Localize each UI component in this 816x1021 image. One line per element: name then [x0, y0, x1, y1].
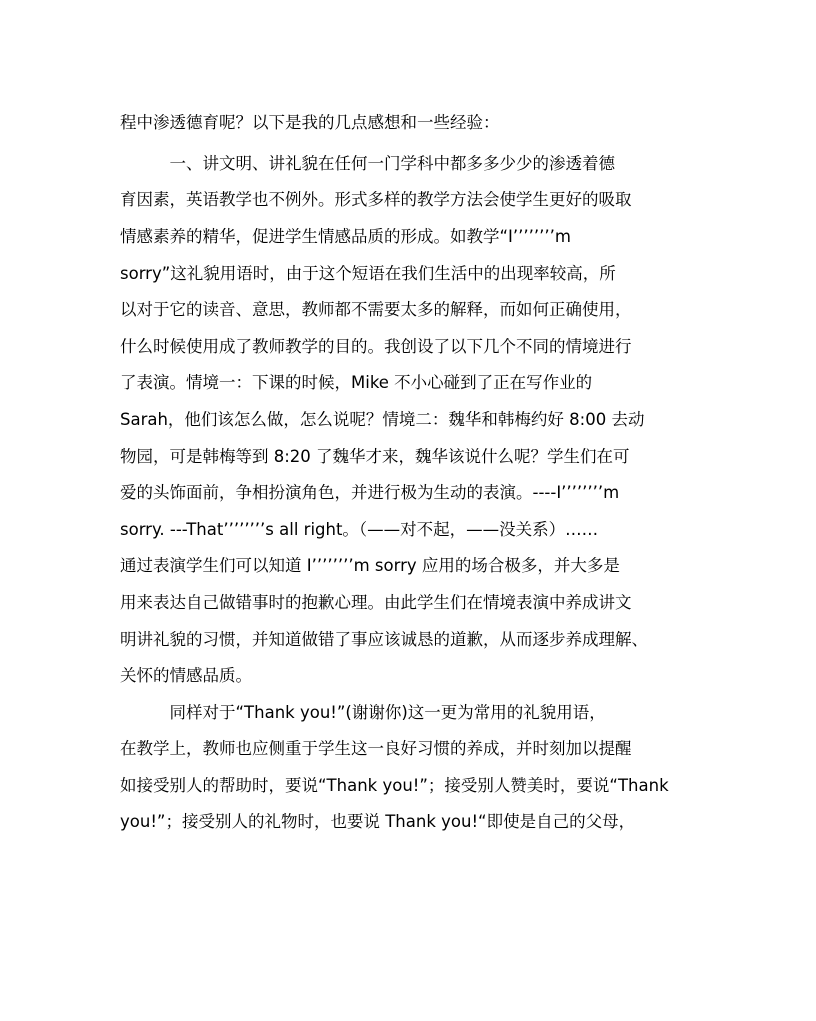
text-line: 爱的头饰面前，争相扮演角色，并进行极为生动的表演。----I’’’’’’’’m	[120, 483, 620, 502]
text-line: 在教学上，教师也应侧重于学生这一良好习惯的养成，并时刻加以提醒	[120, 739, 632, 758]
text-line: you!”；接受别人的礼物时，也要说 Thank you!“即使是自己的父母，	[120, 812, 636, 831]
text-line: 关怀的情感品质。	[120, 666, 252, 685]
text-line: 通过表演学生们可以知道 I’’’’’’’’m sorry 应用的场合极多，并大多是	[120, 556, 620, 575]
text-line: 程中渗透德育呢？以下是我的几点感想和一些经验：	[120, 113, 500, 132]
text-line: 如接受别人的帮助时，要说“Thank you!”；接受别人赞美时，要说“Thank	[120, 776, 669, 795]
text-line: sorry. ---That’’’’’’’’s all right。（——对不起，——没关系）……	[120, 520, 599, 539]
text-line: 用来表达自己做错事时的抱歉心理。由此学生们在情境表演中养成讲文	[120, 593, 632, 612]
text-line: 育因素，英语教学也不例外。形式多样的教学方法会使学生更好的吸取	[120, 190, 632, 209]
text-line: sorry”这礼貌用语时，由于这个短语在我们生活中的出现率较高，所	[120, 264, 616, 283]
text-line: 了表演。情境一：下课的时候，Mike 不小心碰到了正在写作业的	[120, 373, 593, 392]
text-line: Sarah，他们该怎么做，怎么说呢？情境二：魏华和韩梅约好 8:00 去动	[120, 410, 645, 429]
text-line: 物园，可是韩梅等到 8:20 了魏华才来，魏华该说什么呢？学生们在可	[120, 447, 630, 466]
text-line: 情感素养的精华，促进学生情感品质的形成。如教学“I’’’’’’’’m	[120, 227, 571, 246]
text-line: 一、讲文明、讲礼貌在任何一门学科中都多多少少的渗透着德	[120, 154, 615, 173]
text-line: 什么时候使用成了教师教学的目的。我创设了以下几个不同的情境进行	[120, 337, 632, 356]
text-line: 以对于它的读音、意思，教师都不需要太多的解释，而如何正确使用，	[120, 300, 632, 319]
text-line: 同样对于“Thank you!”(谢谢你)这一更为常用的礼貌用语，	[120, 703, 606, 722]
text-line: 明讲礼貌的习惯，并知道做错了事应该诚恳的道歉，从而逐步养成理解、	[120, 630, 648, 649]
